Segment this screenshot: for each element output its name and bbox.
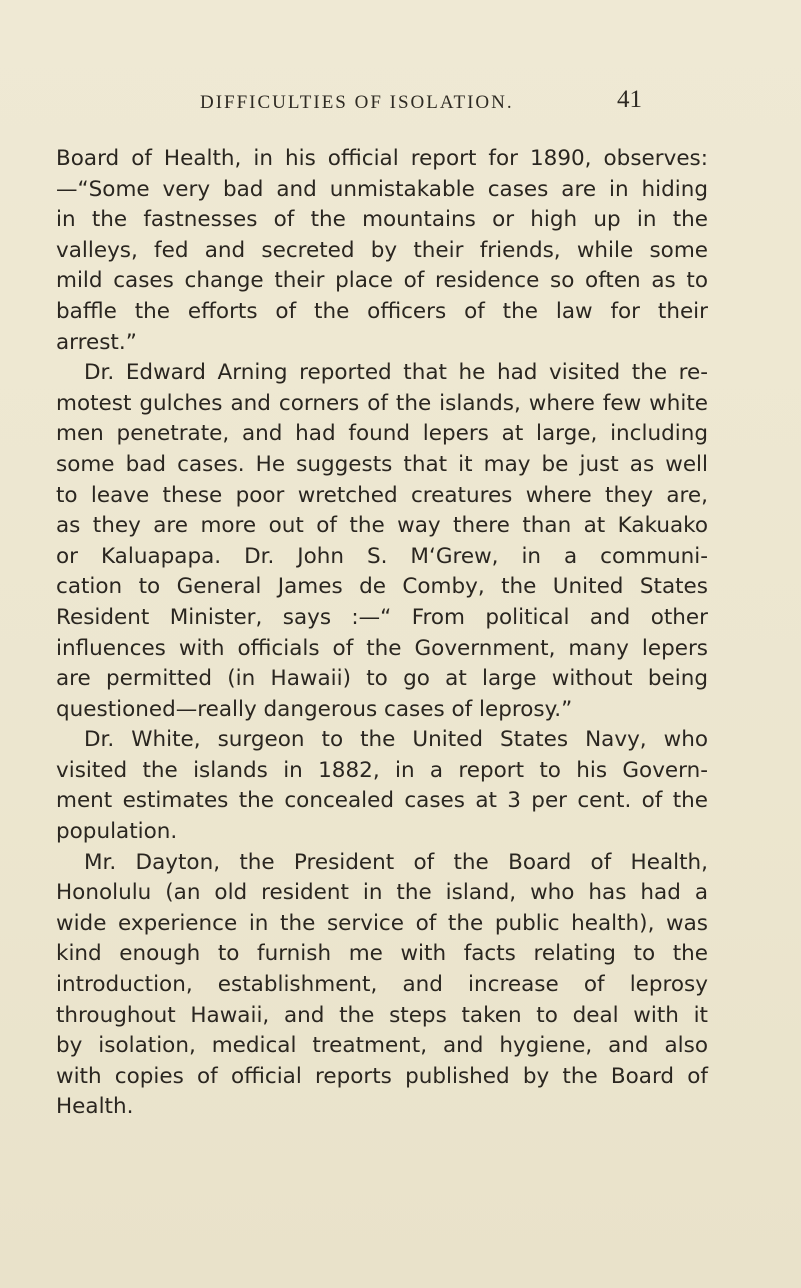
text-line: Health. <box>56 1094 134 1120</box>
paragraph <box>56 848 708 1123</box>
text-line: baffle the efforts of the officers of the law for their <box>56 298 708 324</box>
text-line: are permitted (in Hawaii) to go at large without being <box>56 666 708 692</box>
text-line: introduction, establishment, and increase of leprosy <box>56 972 708 998</box>
paragraph <box>56 725 708 847</box>
text-line: as they are more out of the way there than at Kakuako <box>56 513 708 539</box>
text-line: men penetrate, and had found lepers at large, including <box>56 421 708 447</box>
text-line: —“Some very bad and unmistakable cases are in hiding <box>56 176 708 202</box>
text-line: to leave these poor wretched creatures where they are, <box>56 482 708 508</box>
text-line: Board of Health, in his official report for 1890, observes: <box>56 146 708 171</box>
text-line: Resident Minister, says :—“ From political and other <box>56 604 708 630</box>
paragraph <box>56 144 708 358</box>
text-line: questioned—really dangerous cases of leprosy.” <box>56 696 573 722</box>
text-line: Honolulu (an old resident in the island, who has had a <box>56 880 708 906</box>
text-line: Dr. Edward Arning reported that he had visited the re- <box>84 360 708 386</box>
running-head: DIFFICULTIES OF ISOLATION. <box>200 92 514 113</box>
paragraph <box>56 358 708 725</box>
text-line: kind enough to furnish me with facts relating to the <box>56 941 708 967</box>
page-number: 41 <box>617 86 642 113</box>
text-line: population. <box>56 819 178 845</box>
text-line: Dr. White, surgeon to the United States Navy, who <box>84 727 708 753</box>
body-text <box>56 144 708 1123</box>
text-line: motest gulches and corners of the islands, where few white <box>56 390 708 416</box>
text-line: arrest.” <box>56 329 137 355</box>
text-line: by isolation, medical treatment, and hygiene, and also <box>56 1033 708 1059</box>
text-line: Mr. Dayton, the President of the Board of Health, <box>84 849 708 875</box>
text-line: some bad cases. He suggests that it may be just as well <box>56 451 708 477</box>
text-line: ment estimates the concealed cases at 3 per cent. of the <box>56 788 708 814</box>
text-line: influences with officials of the Government, many lepers <box>56 635 708 661</box>
text-line: in the fastnesses of the mountains or high up in the <box>56 207 708 233</box>
text-line: visited the islands in 1882, in a report to his Govern- <box>56 757 708 783</box>
text-line: or Kaluapapa. Dr. John S. M‘Grew, in a communi- <box>56 543 708 569</box>
text-line: mild cases change their place of residence so often as to <box>56 268 708 294</box>
text-line: throughout Hawaii, and the steps taken to deal with it <box>56 1002 708 1028</box>
text-line: with copies of official reports published by the Board of <box>56 1063 708 1089</box>
text-line: cation to General James de Comby, the United States <box>56 574 708 600</box>
text-line: wide experience in the service of the public health), was <box>56 910 708 936</box>
text-line: valleys, fed and secreted by their friends, while some <box>56 237 708 263</box>
